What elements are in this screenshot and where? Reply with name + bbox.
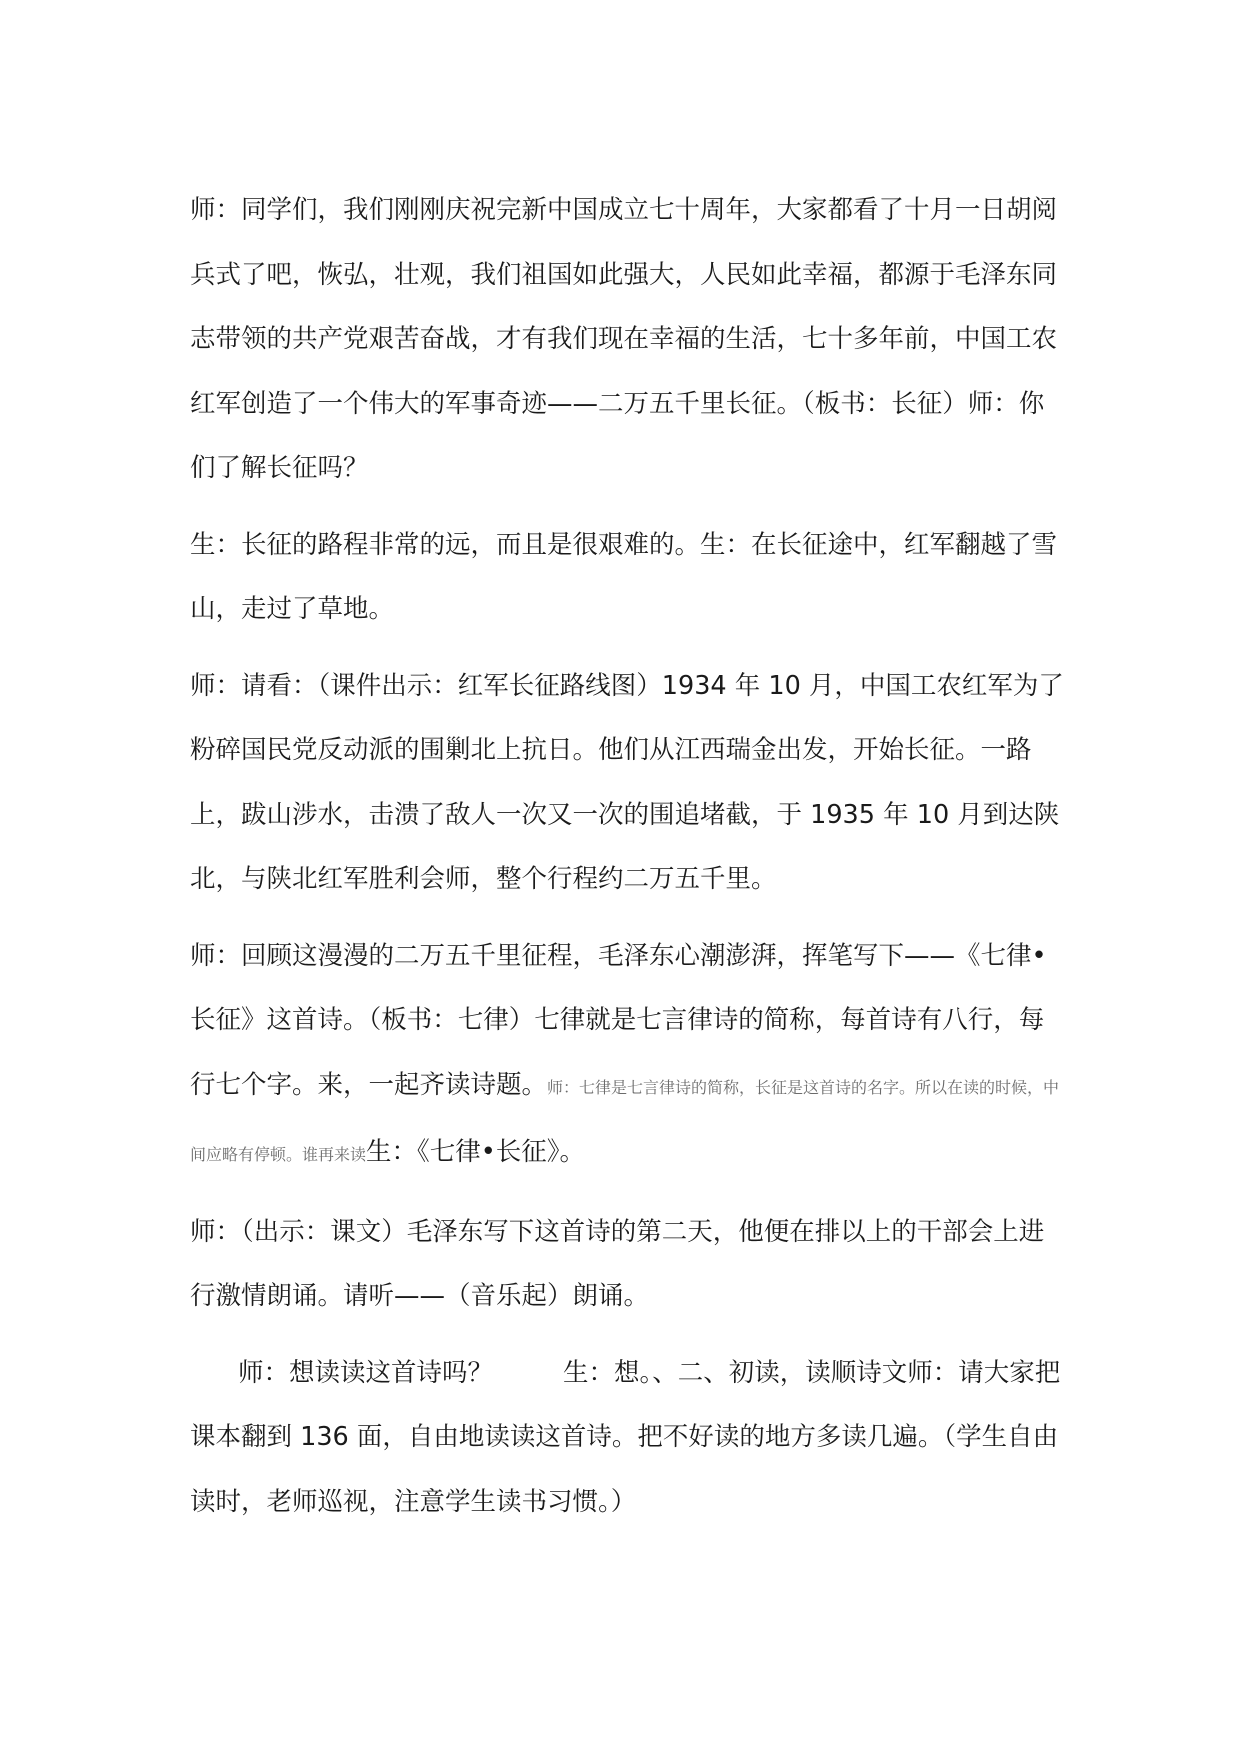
poem-title-text: 师：回顾这漫漫的二万五千里征程，毛泽东心潮澎湃，挥笔写下——《七律•长征》这首诗。（板书：七律）七律就是七言律诗的简称，每首诗有八行，每行七个字。来，一起齐读诗题。 xyxy=(190,940,1047,1100)
paragraph-recitation: 师：（出示：课文）毛泽东写下这首诗的第二天，他便在排以上的干部会上进行激情朗诵。请听——（音乐起）朗诵。 xyxy=(190,1216,1045,1311)
first-reading-text: 生：想。、二、初读，读顺诗文师：请大家把课本翻到 136 面，自由地读读这首诗。把不好读的地方多读几遍。（学生自由读时，老师巡视，注意学生读书习惯。） xyxy=(190,1357,1061,1517)
paragraph-route-map: 师：请看：（课件出示：红军长征路线图）1934 年 10 月，中国工农红军为了粉碎国民党反动派的围剿北上抗日。他们从江西瑞金出发，开始长征。一路上，跋山涉水，击溃了敌人一次又一次的围追堵截，于 1935 年 10 月到达陕北，与陕北红军胜利会师，整个行程约二万五千里。 xyxy=(190,670,1064,894)
paragraph-poem-title xyxy=(190,924,1065,1188)
paragraph-intro: 师：同学们，我们刚刚庆祝完新中国成立七十周年，大家都看了十月一日胡阅兵式了吧，恢弘，壮观，我们祖国如此强大，人民如此幸福，都源于毛泽东同志带领的共产党艰苦奋战，才有我们现在幸福的生活，七十多年前，中国工农红军创造了一个伟大的军事奇迹——二万五千里长征。（板书：长征）师：你们了解长征吗？ xyxy=(190,195,1058,483)
teacher-question: 师：想读读这首诗吗？ xyxy=(238,1357,494,1388)
document-body xyxy=(190,178,1065,1546)
paragraph-student-answer: 生：长征的路程非常的远，而且是很艰难的。生：在长征途中，红军翻越了雪山，走过了草地。 xyxy=(190,529,1058,624)
teacher-note-small: 师：七律是七言律诗的简称，长征是这首诗的名字。所以在读的时候，中间应略有停顿。谁再来读 xyxy=(190,1077,1060,1164)
student-reading: 生：《七律•长征》。 xyxy=(366,1137,586,1167)
paragraph-first-reading xyxy=(190,1341,1065,1535)
